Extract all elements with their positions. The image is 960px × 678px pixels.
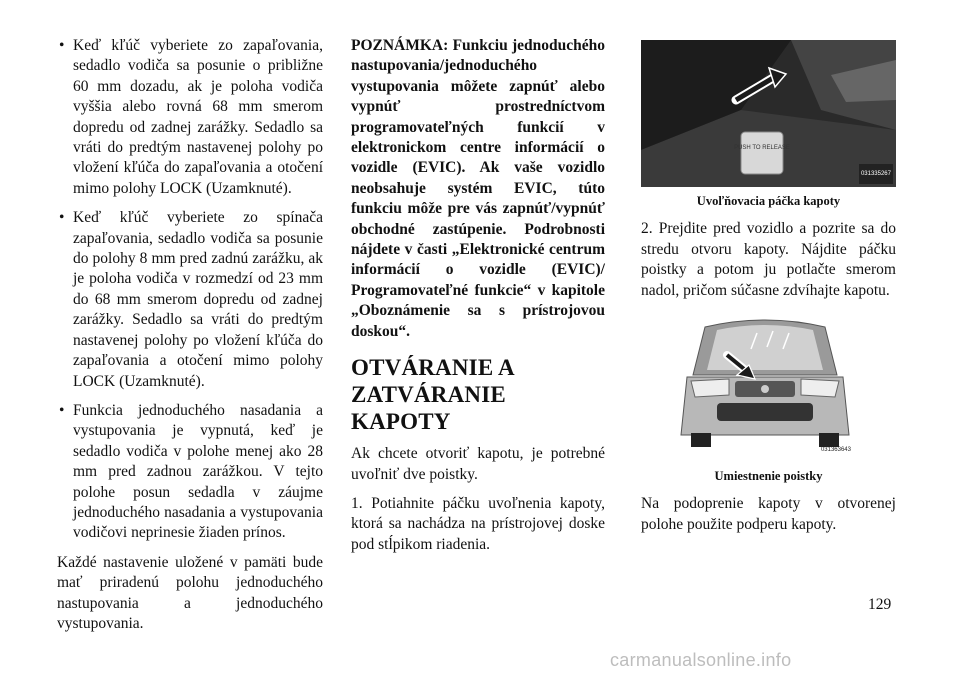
- bullet-text: Keď kľúč vyberiete zo spínača zapaľovania, sedadlo vodiča sa posunie do polohy 8 mm pred zadnú zarážku, ak je poloha vodiča v rozmedzí od 23 mm do 68 mm smerom dopredu od zadnej zarážky. Sedadlo sa vráti do predtým nastavenej polohy po vložení kľúča do zapaľovania a otočení mimo polohy LOCK (Uzamknuté).: [73, 209, 323, 390]
- note-paragraph: POZNÁMKA: Funkciu jednoduchého nastupovania/jednoduchého vystupovania môžete zapnúť alebo vypnúť prostredníctvom programovateľných funkcií v elektronickom centre informácií o vozidle (EVIC). Ak vaše vozidlo neobsahuje systém EVIC, túto funkciu môže pre vás zapnúť/vypnúť obchodné zastúpenie. Podrobnosti nájdete v časti „Elektronické centrum informácií o vozidle (EVIC)/ Programovateľné funkcie“ v kapitole „Oboznámenie sa s prístrojovou doskou“.: [351, 37, 605, 340]
- step-1-paragraph: 1. Potiahnite páčku uvoľnenia kapoty, ktorá sa nachádza na prístrojovej doske pod stĺpikom riadenia.: [351, 494, 605, 553]
- lever-label: PUSH TO RELEASE: [734, 145, 790, 151]
- figure-code: 031335267: [859, 164, 893, 184]
- bullet-text: Funkcia jednoduchého nasadania a vystupovania je vypnutá, keď je sedadlo vodiča v polohe menej ako 28 mm pred zadnou zarážkou. V tejto polohe posun sedadla v záujme jednoduchého nasadania a vystupovania vodičovi neprinesie žiaden prínos.: [73, 401, 323, 542]
- figure-caption: Uvoľňovacia páčka kapoty: [696, 194, 841, 208]
- watermark-text: carmanualsonline.info: [610, 650, 792, 670]
- middle-column: [351, 36, 605, 564]
- memory-paragraph: Každé nastavenie uložené v pamäti bude mať priradenú polohu jednoduchého nastupovania a jednoduchého vystupovania.: [57, 553, 323, 632]
- figure-caption: Umiestnenie poistky: [714, 469, 823, 484]
- bullet-text: Keď kľúč vyberiete zo zapaľovania, sedadlo vodiča sa posunie o približne 60 mm dozadu, ak je poloha vodiča vyššia alebo rovná 68 mm smerom dopredu od zadnej zarážky. Sedadlo sa vráti do predtým nastavenej polohy po vložení kľúča do zapaľovania a otočení mimo polohy LOCK (Uzamknuté).: [73, 37, 323, 197]
- bullet-dot: •: [59, 37, 65, 54]
- hood-intro-paragraph: Ak chcete otvoriť kapotu, je potrebné uvoľniť dve poistky.: [351, 445, 605, 483]
- hood-support-paragraph: Na podoprenie kapoty v otvorenej polohe použite podperu kapoty.: [641, 495, 896, 533]
- bullet-item: [57, 208, 323, 392]
- bullet-item: [57, 36, 323, 199]
- bullet-dot: •: [59, 209, 65, 227]
- section-heading: OTVÁRANIE A ZATVÁRANIE KAPOTY: [351, 355, 514, 435]
- left-column: [57, 36, 323, 643]
- right-column: [641, 0, 896, 544]
- bullet-item: [57, 401, 323, 544]
- page-number: 129: [868, 596, 892, 613]
- step-2-paragraph: 2. Prejdite pred vozidlo a pozrite sa do stredu otvoru kapoty. Nájdite páčku poistky a potom ju potlačte smerom nadol, pričom súčasne zdvíhajte kapotu.: [641, 220, 896, 299]
- hood-release-lever-image: [641, 40, 896, 187]
- hood-latch-location-image: [677, 315, 853, 462]
- figure-code: 031363643: [820, 446, 851, 453]
- hood-release-lever-illustration: [641, 40, 896, 187]
- bullet-dot: •: [59, 401, 65, 419]
